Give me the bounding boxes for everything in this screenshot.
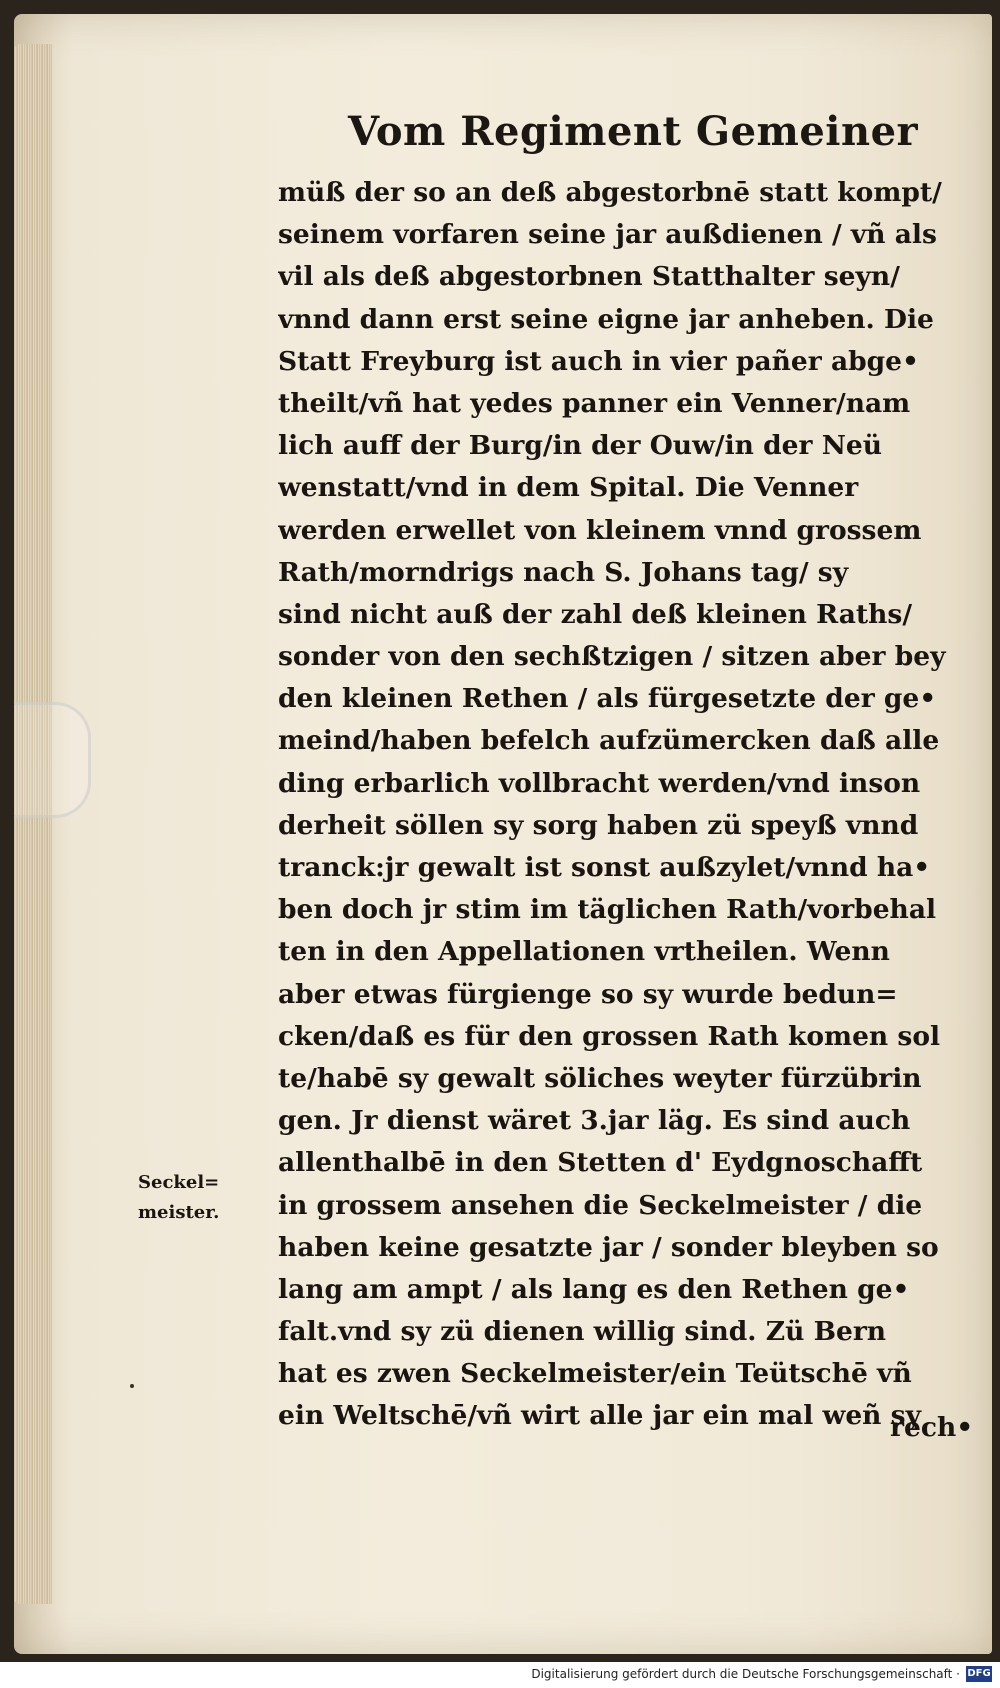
text-line: derheit söllen sy sorg haben zü speyß vnnd <box>278 809 919 841</box>
marginal-note <box>138 1168 254 1228</box>
text-line: te/habē sy gewalt söliches weyter fürzübrin <box>278 1062 922 1094</box>
text-line: vil als deß abgestorbnen Statthalter seyn/ <box>278 261 900 293</box>
text-line: allenthalbē in den Stetten d' Eydgnoschafft <box>278 1147 923 1179</box>
ink-speck <box>130 1384 134 1388</box>
text-line: Statt Freyburg ist auch in vier pañer abge• <box>278 345 919 377</box>
text-line: tranck:jr gewalt ist sonst außzylet/vnnd ha• <box>278 852 931 883</box>
text-line: haben keine gesatzte jar / sonder bleyben so <box>278 1231 939 1263</box>
text-line: werden erwellet von kleinem vnnd grossem <box>278 514 922 546</box>
text-line: lich auff der Burg/in der Ouw/in der Neü <box>278 430 883 462</box>
text-line: aber etwas fürgienge so sy wurde bedun= <box>278 978 898 1010</box>
text-line: sind nicht auß der zahl deß kleinen Raths/ <box>278 598 912 630</box>
text-line: gen. Jr dienst wäret 3.jar läg. Es sind auch <box>278 1105 911 1137</box>
marginal-note-line: Seckel= <box>138 1172 220 1193</box>
text-line: seinem vorfaren seine jar außdienen / vñ als <box>278 219 937 251</box>
text-line: in grossem ansehen die Seckelmeister / die <box>278 1189 923 1221</box>
dfg-logo-icon: DFG <box>966 1666 992 1682</box>
text-line: ding erbarlich vollbracht werden/vnd inson <box>278 767 921 799</box>
text-line: lang am ampt / als lang es den Rethen ge• <box>278 1273 910 1305</box>
marginal-note-line: meister. <box>138 1202 220 1223</box>
funding-credit: Digitalisierung gefördert durch die Deutsche Forschungsgemeinschaft · <box>531 1667 960 1681</box>
digitization-footer <box>0 1662 1000 1688</box>
text-line: sonder von den sechßtzigen / sitzen aber bey <box>278 641 946 673</box>
text-line: theilt/vñ hat yedes panner ein Venner/nam <box>278 387 911 419</box>
body-text <box>278 172 983 1438</box>
page-clip <box>14 702 91 818</box>
text-line: den kleinen Rethen / als fürgesetzte der ge• <box>278 683 937 715</box>
text-line: falt.vnd sy zü dienen willig sind. Zü Bern <box>278 1316 887 1348</box>
text-line: Rath/morndrigs nach S. Johans tag/ sy <box>278 556 849 588</box>
text-line: ten in den Appellationen vrtheilen. Wenn <box>278 936 890 968</box>
running-head: Vom Regiment Gemeiner <box>348 108 919 155</box>
page-stack-edge <box>14 44 52 1604</box>
text-line: ein Weltschē/vñ wirt alle jar ein mal weñ sy <box>278 1400 921 1432</box>
text-line: müß der so an deß abgestorbnē statt kompt/ <box>278 177 942 208</box>
text-line: meind/haben befelch aufzümercken daß alle <box>278 725 940 757</box>
text-line: vnnd dann erst seine eigne jar anheben. Die <box>278 303 934 335</box>
catchword: rech• <box>890 1412 974 1443</box>
text-line: wenstatt/vnd in dem Spital. Die Venner <box>278 472 859 504</box>
text-line: ben doch jr stim im täglichen Rath/vorbehal <box>278 894 937 926</box>
text-line: cken/daß es für den grossen Rath komen sol <box>278 1020 941 1052</box>
text-line: hat es zwen Seckelmeister/ein Teütschē vñ <box>278 1358 912 1390</box>
